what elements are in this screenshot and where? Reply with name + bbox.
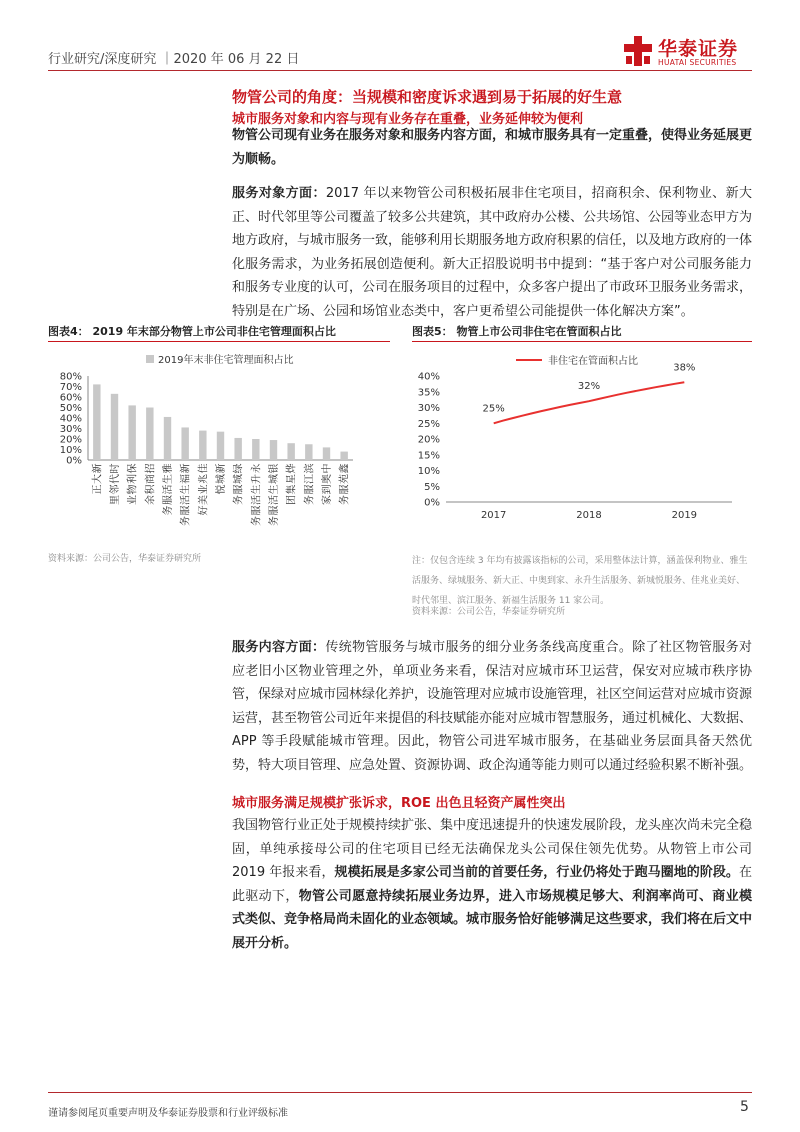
svg-text:悦: 悦: [216, 484, 227, 495]
svg-text:江: 江: [304, 474, 316, 484]
p1-body: 2017 年以来物管公司积极拓展非住宅项目，招商积余、保利物业、新大正、时代邻里等公司覆盖了较多公共建筑，其中政府办公楼、公共场馆、公园等业态甲方为地方政府，与城市服务一致，能够利用长期服务地方政府积累的信任，以及地方政府的一体化服务需求，为业务拓展创造便利。新大正招股说明书中提到：“基于客户对公司服务能力和服务专业度的认可，公司在服务项目的过程中，众多客户提出了市政环卫服务业务需求，特别是在广场、公园和场馆业态类中，客户更希望公司能提供一体化解决方案”。: [232, 186, 753, 319]
chart1-category-label: [196, 464, 209, 516]
chart1-category-label: [214, 464, 227, 495]
svg-text:绿: 绿: [233, 463, 245, 474]
svg-text:业: 业: [198, 484, 210, 495]
svg-text:正: 正: [92, 484, 104, 495]
chart2-ytick-label: 0%: [424, 497, 440, 509]
chart1-bar: [305, 444, 312, 460]
svg-text:物: 物: [127, 484, 139, 495]
chart1-bar: [323, 447, 330, 460]
chart1-category-label: [232, 464, 245, 506]
chart1-category-label: [302, 464, 315, 506]
svg-text:生: 生: [251, 484, 263, 495]
chart2-ytick-label: 5%: [424, 481, 440, 493]
figure5-chart: [412, 346, 752, 526]
chart1-category-label: [143, 464, 156, 506]
section-title-2: 城市服务满足规模扩张诉求，ROE 出色且轻资产属性突出: [232, 796, 566, 811]
svg-text:佳: 佳: [198, 463, 210, 474]
figure4-chart: [48, 346, 393, 546]
svg-text:永: 永: [251, 463, 263, 474]
chart1-category-label: [267, 464, 280, 527]
chart1-category-label: [249, 464, 262, 527]
paragraph-service-content: [232, 636, 752, 777]
svg-text:大: 大: [92, 474, 104, 484]
chart2-legend-label: 非住宅在管面积占比: [548, 356, 638, 367]
svg-text:新: 新: [92, 463, 104, 474]
svg-text:商: 商: [145, 474, 157, 484]
chart1-bar: [270, 440, 277, 460]
lead-paragraph: 物管公司现有业务在服务对象和服务内容方面，和城市服务具有一定重叠，使得业务延展更为顺畅。: [232, 128, 753, 167]
chart1-category-label: [338, 464, 351, 506]
svg-text:新: 新: [180, 463, 192, 474]
svg-text:滨: 滨: [304, 463, 316, 474]
chart1-category-label: [161, 464, 174, 516]
svg-text:新: 新: [216, 463, 227, 474]
chart1-ytick-label: 30%: [59, 424, 82, 435]
svg-text:招: 招: [145, 463, 157, 474]
svg-text:烨: 烨: [286, 463, 298, 474]
svg-text:中: 中: [322, 463, 333, 474]
chart1-category-label: [285, 464, 298, 506]
chart2-xtick-label: 2019: [671, 510, 698, 521]
chart2-ytick-label: 15%: [417, 450, 440, 462]
svg-text:苑: 苑: [339, 474, 351, 484]
svg-text:活: 活: [163, 484, 174, 495]
chart2-data-label: 32%: [577, 381, 601, 393]
chart2-ytick-label: 35%: [417, 387, 440, 399]
svg-text:银: 银: [269, 463, 280, 474]
chart2-ytick-label: 25%: [417, 418, 440, 430]
chart1-bar: [111, 394, 118, 460]
svg-text:服: 服: [269, 505, 280, 516]
chart1-ytick-label: 60%: [59, 392, 82, 404]
chart1-category-label: [320, 464, 333, 506]
logo-mark-icon: [624, 36, 652, 66]
chart1-ytick-label: 40%: [59, 413, 82, 425]
svg-text:升: 升: [251, 474, 263, 484]
svg-text:积: 积: [145, 484, 157, 495]
svg-text:代: 代: [110, 474, 121, 484]
p1-heading: 服务对象方面：: [232, 186, 326, 201]
svg-text:城: 城: [233, 474, 245, 484]
svg-text:务: 务: [304, 495, 316, 505]
svg-text:生: 生: [269, 484, 280, 495]
svg-text:利: 利: [127, 474, 139, 484]
svg-text:务: 务: [180, 516, 192, 526]
svg-text:兆: 兆: [198, 474, 210, 484]
svg-text:城: 城: [216, 474, 227, 484]
svg-text:服: 服: [251, 505, 263, 516]
chart1-bar: [252, 439, 259, 460]
svg-text:星: 星: [286, 474, 298, 484]
svg-text:好: 好: [198, 505, 210, 516]
svg-text:里: 里: [110, 495, 121, 505]
chart1-legend-swatch: [146, 355, 154, 363]
svg-text:务: 务: [233, 495, 245, 505]
chart1-bar: [146, 408, 153, 461]
figure5-source: 资料来源：公司公告，华泰证券研究所: [412, 607, 566, 617]
svg-text:务: 务: [269, 516, 280, 526]
logo-cn: 华泰证券: [658, 38, 739, 60]
svg-text:福: 福: [180, 474, 192, 484]
svg-text:服: 服: [233, 484, 245, 495]
svg-text:到: 到: [322, 484, 333, 495]
svg-text:生: 生: [163, 474, 174, 484]
svg-text:奥: 奥: [322, 474, 333, 484]
chart1-category-label: [90, 464, 103, 495]
header-rule: [48, 70, 752, 71]
section-subtitle: 城市服务对象和内容与现有业务存在重叠，业务延伸较为便利: [232, 112, 584, 127]
paragraph-service-object: [232, 182, 752, 323]
chart1-bar: [93, 384, 100, 460]
figure4-title: 图表4： 2019 年末部分物管上市公司非住宅管理面积占比: [48, 325, 336, 338]
chart1-bar: [128, 405, 135, 460]
chart1-ytick-label: 20%: [59, 434, 82, 446]
svg-text:鑫: 鑫: [339, 463, 351, 474]
chart2-data-label: 25%: [482, 403, 505, 415]
svg-text:城: 城: [269, 474, 280, 484]
svg-text:服: 服: [304, 484, 316, 495]
chart2-data-label: 38%: [673, 362, 696, 374]
p2-heading: 服务内容方面：: [232, 640, 326, 655]
chart1-bar: [217, 432, 224, 460]
figure5-note: 注：仅包含连续 3 年均有披露该指标的公司，采用整体法计算，涵盖保利物业、雅生活服务、绿城服务、新大正、中奥到家、永升生活服务、新城悦服务、佳兆业美好、时代邻里、滨江服务、新福生活服务 11 家公司。: [412, 556, 748, 606]
chart1-category-label: [108, 464, 121, 506]
p3-b: 规模拓展是多家公司当前的首要任务，行业仍将处于跑马圈地的阶段。: [334, 865, 739, 880]
svg-text:务: 务: [163, 505, 174, 516]
svg-text:团: 团: [286, 495, 298, 505]
svg-text:活: 活: [251, 495, 263, 505]
chart2-ytick-label: 20%: [417, 434, 440, 446]
svg-text:务: 务: [339, 495, 351, 505]
chart2-xtick-label: 2018: [576, 510, 602, 521]
svg-text:家: 家: [322, 495, 333, 505]
svg-text:活: 活: [269, 495, 280, 505]
svg-text:邻: 邻: [110, 484, 121, 495]
p2-body: 传统物管服务与城市服务的细分业务条线高度重合。除了社区物管服务对应老旧小区物业管理之外，单项业务来看，保洁对应城市环卫运营，保安对应城市秩序协管，保绿对应城市园林绿化养护，设施管理对应城市设施管理，社区空间运营对应城市资源运营，甚至物管公司近年来提倡的科技赋能亦能对应城市智慧服务，通过机械化、大数据、APP 等手段赋能城市管理。因此，物管公司进军城市服务，在基础业务层面具备天然优势，特大项目管理、应急处置、资源协调、政企沟通等能力则可以通过经验积累不断补强。: [232, 640, 753, 773]
svg-text:务: 务: [251, 516, 263, 526]
chart1-bar: [234, 438, 241, 460]
p3-d: 物管公司愿意持续拓展业务边界，进入市场规模足够大、利润率尚可、商业模式类似、竞争格局尚未固化的业态领域。城市服务恰好能够满足这些要求，我们将在后文中展开分析。: [232, 888, 753, 951]
logo-en: HUATAI SECURITIES: [658, 58, 737, 67]
chart1-ytick-label: 80%: [59, 371, 82, 383]
svg-text:余: 余: [145, 495, 157, 505]
chart2-ytick-label: 40%: [417, 371, 440, 383]
p3-c: 在此驱动下，: [232, 865, 752, 904]
chart2-ytick-label: 30%: [417, 403, 440, 414]
figure5-rule: [412, 341, 752, 342]
svg-text:生: 生: [180, 484, 192, 495]
chart1-legend-label: 2019年末非住宅管理面积占比: [158, 355, 294, 366]
header-text: 行业研究/深度研究 ｜2020 年 06 月 22 日: [48, 52, 300, 67]
chart1-bar: [340, 452, 347, 460]
figure5-title: 图表5： 物管上市公司非住宅在管面积占比: [412, 325, 622, 338]
chart1-ytick-label: 0%: [66, 455, 82, 467]
svg-text:集: 集: [286, 484, 298, 495]
svg-text:时: 时: [110, 463, 121, 474]
section-title: 物管公司的角度：当规模和密度诉求遇到易于拓展的好生意: [232, 88, 623, 106]
svg-text:服: 服: [180, 505, 192, 516]
chart1-bar: [164, 417, 171, 460]
brand-logo: [624, 34, 752, 68]
footer-disclaimer: 谨请参阅尾页重要声明及华泰证券股票和行业评级标准: [48, 1108, 288, 1119]
chart1-bar: [199, 431, 206, 460]
chart1-bar: [181, 427, 188, 460]
chart1-ytick-label: 50%: [59, 403, 82, 414]
chart1-category-label: [126, 464, 139, 506]
paragraph-scale: [232, 814, 752, 955]
p3-a: 我国物管行业正处于规模持续扩张、集中度迅速提升的快速发展阶段，龙头座次尚未完全稳固，单纯承接母公司的住宅项目已经无法确保龙头公司保住领先优势。从物管上市公司 2019 年报来看，: [232, 818, 753, 880]
svg-text:服: 服: [163, 495, 174, 505]
figure4-rule: [48, 341, 390, 342]
svg-text:业: 业: [127, 495, 139, 505]
svg-text:美: 美: [198, 495, 210, 505]
chart1-ytick-label: 70%: [59, 382, 82, 393]
chart2-ytick-label: 10%: [417, 466, 440, 477]
footer-rule: [48, 1092, 752, 1093]
svg-text:雅: 雅: [163, 463, 174, 474]
svg-text:活: 活: [180, 495, 192, 505]
chart1-category-label: [179, 464, 192, 527]
chart1-bar: [287, 443, 294, 460]
figure4-source: 资料来源：公司公告，华泰证券研究所: [48, 554, 202, 564]
page-number: 5: [740, 1099, 749, 1115]
svg-text:保: 保: [127, 463, 139, 474]
chart1-ytick-label: 10%: [59, 445, 82, 456]
svg-text:服: 服: [339, 484, 351, 495]
chart2-xtick-label: 2017: [480, 510, 507, 521]
